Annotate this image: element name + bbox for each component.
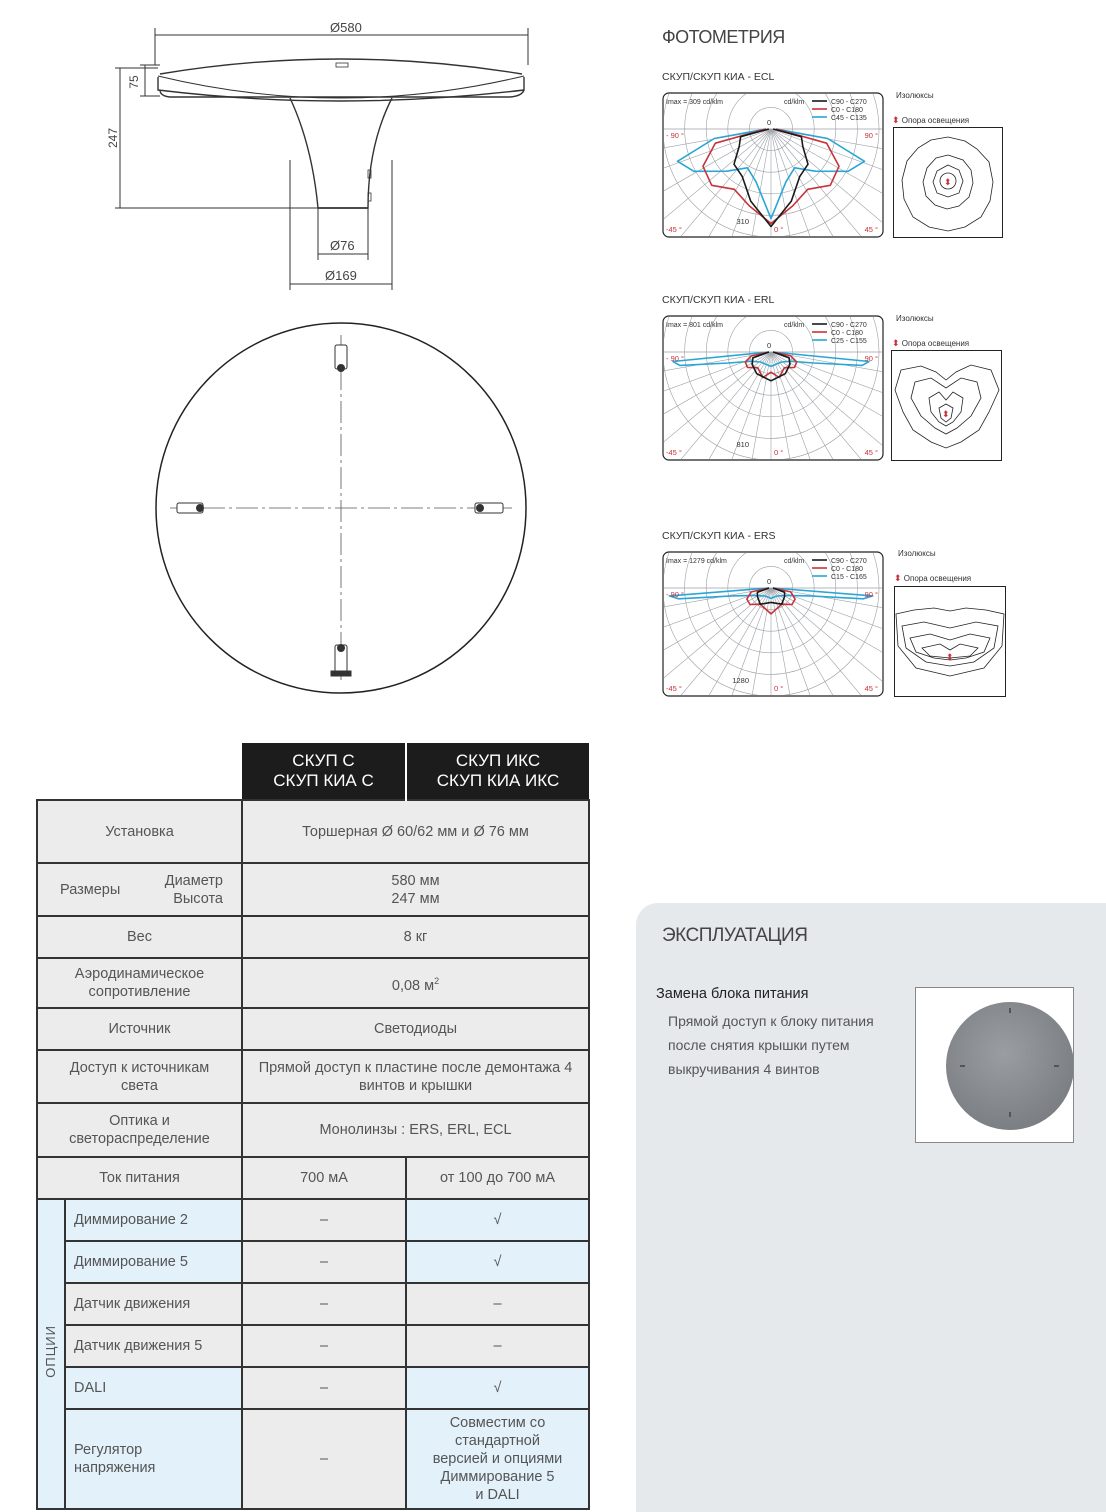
- pole-icon: ⬍: [894, 573, 902, 583]
- option-iks-check: √: [406, 1241, 589, 1283]
- option-c-value: –: [242, 1325, 406, 1367]
- access-label: Доступ к источникам света: [37, 1050, 242, 1103]
- pole-label: ⬍ Опора освещения: [894, 573, 972, 583]
- option-iks-value: –: [406, 1283, 589, 1325]
- legend-label: C90 - C270: [831, 558, 867, 565]
- isolux-label: Изолюксы: [896, 314, 934, 323]
- table-row-option: [37, 1241, 589, 1283]
- legend-label: C0 - C180: [831, 107, 863, 114]
- table-row-aero: [37, 958, 589, 1008]
- table-row-weight: [37, 916, 589, 958]
- pole-label: ⬍ Опора освещения: [892, 338, 970, 348]
- table-row-access: [37, 1050, 589, 1103]
- current-label: Ток питания: [37, 1157, 242, 1199]
- table-header-row: [37, 743, 589, 800]
- option-label: Датчик движения: [65, 1283, 242, 1325]
- current-iks-value: от 100 до 700 мА: [406, 1157, 589, 1199]
- table-row-install: [37, 800, 589, 863]
- option-label: DALI: [65, 1367, 242, 1409]
- option-c-value: –: [242, 1283, 406, 1325]
- source-value: Светодиоды: [242, 1008, 589, 1050]
- unit-label: cd/klm: [784, 322, 805, 329]
- angle-left90: - 90 °: [666, 354, 685, 363]
- option-c-value: –: [242, 1241, 406, 1283]
- aero-label: Аэродинамическое сопротивление: [37, 958, 242, 1008]
- regulator-c-value: –: [242, 1409, 406, 1509]
- option-iks-value: –: [406, 1325, 589, 1367]
- optics-value: Монолинзы : ERS, ERL, ECL: [242, 1103, 589, 1157]
- table-row-size: [37, 863, 589, 916]
- exploitation-text: Прямой доступ к блоку питания после снятия крышки путем выкручивания 4 винтов: [668, 1013, 874, 1077]
- legend-label: C15 - C165: [831, 574, 867, 581]
- angle-top0: 0: [767, 341, 772, 350]
- scale-label: 1280: [732, 676, 749, 685]
- top-view-drawing: [150, 315, 532, 700]
- scale-label: 810: [736, 440, 749, 449]
- angle-right45: 45 °: [864, 684, 878, 693]
- isolux-erl: [891, 350, 1002, 461]
- optics-label: Оптика и светораспределение: [37, 1103, 242, 1157]
- exploitation-subtitle: Замена блока питания: [656, 986, 809, 1002]
- angle-left90: - 90 °: [666, 590, 685, 599]
- dim-neck-label: Ø76: [330, 238, 355, 253]
- unit-label: cd/klm: [784, 99, 805, 106]
- legend-label: C90 - C270: [831, 322, 867, 329]
- dim-height-total-label: 247: [106, 127, 120, 149]
- isolux-label: Изолюксы: [898, 549, 936, 558]
- options-label-cell: [37, 1199, 65, 1509]
- weight-value: 8 кг: [242, 916, 589, 958]
- pole-icon: ⬍: [892, 115, 900, 125]
- legend-label: C0 - C180: [831, 566, 863, 573]
- regulator-iks-value: Совместим со стандартной версией и опциями Диммирование 5 и DALI: [406, 1409, 589, 1509]
- table-row-optics: [37, 1103, 589, 1157]
- isolux-ecl: [893, 127, 1003, 238]
- angle-top0: 0: [767, 118, 772, 127]
- option-label: Диммирование 5: [65, 1241, 242, 1283]
- legend-label: C0 - C180: [831, 330, 863, 337]
- photometry-title: ФОТОМЕТРИЯ: [662, 27, 785, 47]
- size-label-cell: [37, 863, 242, 916]
- table-row-current: [37, 1157, 589, 1199]
- polar-chart-erl: [662, 315, 884, 461]
- angle-right45: 45 °: [864, 448, 878, 457]
- screw-bottom: [331, 645, 351, 677]
- current-c-value: 700 мА: [242, 1157, 406, 1199]
- angle-left45: -45 °: [666, 225, 682, 234]
- angle-top0: 0: [767, 577, 772, 586]
- polar-chart-ers: [662, 551, 884, 697]
- legend-label: C25 - C155: [831, 338, 867, 345]
- angle-right45: 45 °: [864, 225, 878, 234]
- option-iks-check: √: [406, 1199, 589, 1241]
- angle-right90: 90 °: [864, 590, 878, 599]
- table-row-option: [37, 1325, 589, 1367]
- chart-ers-title: СКУП/СКУП КИА - ERS: [662, 530, 776, 542]
- install-label: Установка: [37, 800, 242, 863]
- header-blank: [37, 743, 242, 800]
- weight-label: Вес: [37, 916, 242, 958]
- option-label: Диммирование 2: [65, 1199, 242, 1241]
- aero-value: 0,08 $м^2$: [242, 958, 589, 1008]
- screw-left: [177, 503, 204, 513]
- legend-label: C45 - C135: [831, 115, 867, 122]
- table-row-option: [37, 1283, 589, 1325]
- size-diameter-label: Диаметр: [164, 872, 223, 889]
- dim-height-top-label: 75: [127, 75, 141, 89]
- source-label: Источник: [37, 1008, 242, 1050]
- polar-chart-ecl: [662, 92, 884, 238]
- option-iks-check: √: [406, 1367, 589, 1409]
- pole-label: ⬍ Опора освещения: [892, 115, 970, 125]
- angle-right90: 90 °: [864, 354, 878, 363]
- isolux-label: Изолюксы: [896, 91, 934, 100]
- scale-label: 310: [736, 217, 749, 226]
- size-label: Размеры: [60, 881, 121, 898]
- options-label: ОПЦИИ: [43, 1325, 58, 1378]
- chart-ecl-title: СКУП/СКУП КИА - ECL: [662, 71, 775, 83]
- spec-table: [36, 743, 590, 1510]
- imax-label: Imax = 801 cd/klm: [666, 322, 723, 329]
- angle-left45: -45 °: [666, 684, 682, 693]
- angle-left90: - 90 °: [666, 131, 685, 140]
- option-label: Датчик движения 5: [65, 1325, 242, 1367]
- luminaire-photo: [915, 987, 1074, 1143]
- unit-label: cd/klm: [784, 558, 805, 565]
- angle-bottom0: 0 °: [774, 448, 784, 457]
- table-row-option: [37, 1199, 589, 1241]
- screw-top: [335, 345, 347, 372]
- option-c-value: –: [242, 1367, 406, 1409]
- exploitation-panel: [636, 903, 1106, 1512]
- svg-text:⬍: ⬍: [944, 177, 952, 187]
- size-value: 580 мм 247 мм: [242, 863, 589, 916]
- screw-right: [475, 503, 503, 513]
- imax-label: Imax = 1279 cd/klm: [666, 558, 727, 565]
- isolux-ers: [894, 586, 1006, 697]
- header-skup-iks: СКУП ИКС СКУП КИА ИКС: [406, 743, 589, 800]
- option-c-value: –: [242, 1199, 406, 1241]
- dim-base-label: Ø169: [325, 268, 357, 283]
- table-row-option: [37, 1367, 589, 1409]
- size-height-label: Высота: [173, 890, 223, 907]
- legend-label: C90 - C270: [831, 99, 867, 106]
- regulator-label: Регулятор напряжения: [65, 1409, 242, 1509]
- imax-label: Imax = 309 cd/klm: [666, 99, 723, 106]
- table-row-regulator: [37, 1409, 589, 1509]
- header-skup-c: СКУП С СКУП КИА С: [242, 743, 406, 800]
- svg-text:⬍: ⬍: [942, 409, 950, 419]
- pole-icon: ⬍: [892, 338, 900, 348]
- angle-right90: 90 °: [864, 131, 878, 140]
- side-view-drawing: [100, 10, 560, 295]
- exploitation-title: ЭКСПЛУАТАЦИЯ: [662, 925, 808, 946]
- angle-left45: -45 °: [666, 448, 682, 457]
- svg-text:⬍: ⬍: [946, 652, 954, 662]
- chart-erl-title: СКУП/СКУП КИА - ERL: [662, 294, 775, 306]
- table-row-source: [37, 1008, 589, 1050]
- dim-diameter-label: Ø580: [330, 20, 362, 35]
- angle-bottom0: 0 °: [774, 684, 784, 693]
- access-value: Прямой доступ к пластине после демонтажа 4 винтов и крышки: [242, 1050, 589, 1103]
- install-value: Торшерная Ø 60/62 мм и Ø 76 мм: [242, 800, 589, 863]
- angle-bottom0: 0 °: [774, 225, 784, 234]
